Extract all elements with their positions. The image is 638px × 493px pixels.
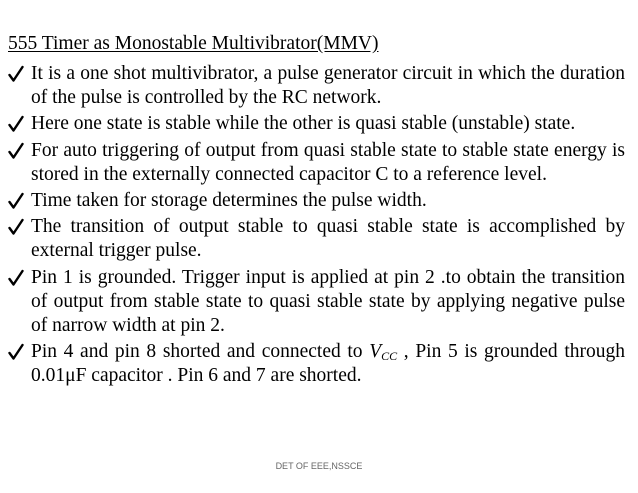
vcc-base: V bbox=[369, 341, 382, 363]
bullet-item bbox=[0, 215, 638, 263]
bullet-item bbox=[0, 189, 638, 213]
vcc-symbol bbox=[369, 341, 397, 362]
check-mark-icon bbox=[8, 218, 24, 236]
bullet-item bbox=[0, 266, 638, 339]
bullet-text-after: , Pin 5 is grounded through 0.01μF capacitor . Pin 6 and 7 are shorted. bbox=[31, 341, 625, 387]
check-mark-icon bbox=[8, 192, 24, 210]
check-mark-icon bbox=[8, 115, 24, 133]
bullet-list bbox=[0, 62, 638, 391]
check-mark-icon bbox=[8, 142, 24, 160]
bullet-text: For auto triggering of output from quasi stable state to stable state energy is stored in the externally connected capacitor C to a reference level. bbox=[31, 139, 625, 185]
bullet-text-before: Pin 4 and pin 8 shorted and connected to bbox=[31, 341, 370, 363]
slide-title: 555 Timer as Monostable Multivibrator(MMV) bbox=[8, 33, 379, 54]
bullet-item bbox=[0, 62, 638, 110]
bullet-item bbox=[0, 112, 638, 136]
bullet-text: The transition of output stable to quasi stable state is accomplished by external trigger pulse. bbox=[31, 216, 625, 262]
check-mark-icon bbox=[8, 65, 24, 83]
bullet-item bbox=[0, 139, 638, 187]
bullet-item bbox=[0, 340, 638, 388]
bullet-text: Here one state is stable while the other is quasi stable (unstable) state. bbox=[31, 113, 576, 135]
check-mark-icon bbox=[8, 343, 24, 361]
bullet-text: It is a one shot multivibrator, a pulse generator circuit in which the duration of the pulse is controlled by the RC network. bbox=[31, 63, 625, 109]
bullet-text: Pin 1 is grounded. Trigger input is applied at pin 2 .to obtain the transition of output from stable state to quasi stable state by applying negative pulse of narrow width at pin 2. bbox=[31, 266, 625, 337]
vcc-subscript: CC bbox=[381, 349, 398, 364]
slide-footer: DET OF EEE,NSSCE bbox=[275, 461, 363, 471]
check-mark-icon bbox=[8, 269, 24, 287]
bullet-text: Time taken for storage determines the pulse width. bbox=[31, 190, 427, 212]
